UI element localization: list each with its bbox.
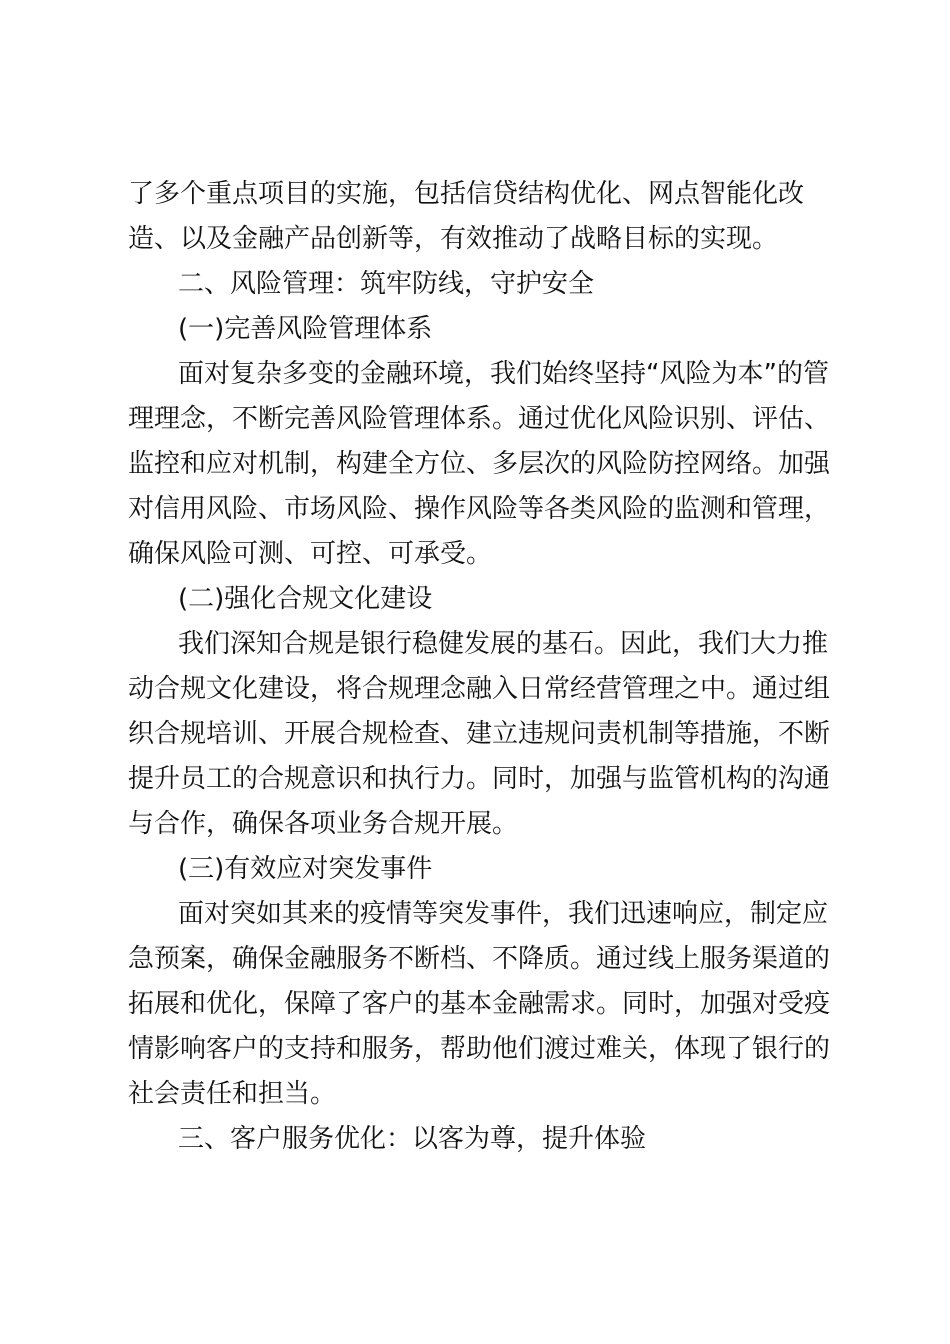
- paragraph-line: 确保风险可测、可控、可承受。: [128, 539, 493, 569]
- section-heading-2: 二、风险管理：筑牢防线，守护安全: [178, 269, 595, 299]
- paragraph-line: 理理念，不断完善风险管理体系。通过优化风险识别、评估、: [128, 404, 831, 434]
- paragraph-line: 了多个重点项目的实施，包括信贷结构优化、网点智能化改: [128, 179, 805, 209]
- paragraph-line: 织合规培训、开展合规检查、建立违规问责机制等措施，不断: [128, 719, 831, 749]
- paragraph-line: 监控和应对机制，构建全方位、多层次的风险防控网络。加强: [128, 449, 831, 479]
- subsection-heading-2-2: (二)强化合规文化建设: [178, 584, 433, 614]
- section-heading-3: 三、客户服务优化：以客为尊，提升体验: [178, 1124, 647, 1154]
- paragraph-line: 动合规文化建设，将合规理念融入日常经营管理之中。通过组: [128, 674, 831, 704]
- paragraph-line: 面对复杂多变的金融环境，我们始终坚持“风险为本”的管: [178, 359, 829, 389]
- paragraph-line: 我们深知合规是银行稳健发展的基石。因此，我们大力推: [178, 629, 829, 659]
- subsection-heading-2-3: (三)有效应对突发事件: [178, 854, 433, 884]
- paragraph-line: 对信用风险、市场风险、操作风险等各类风险的监测和管理，: [128, 494, 831, 524]
- document-body: [128, 172, 831, 1162]
- subsection-heading-2-1: (一)完善风险管理体系: [178, 314, 433, 344]
- paragraph-line: 急预案，确保金融服务不断档、不降质。通过线上服务渠道的: [128, 944, 831, 974]
- paragraph-line: 面对突如其来的疫情等突发事件，我们迅速响应，制定应: [178, 899, 829, 929]
- paragraph-line: 社会责任和担当。: [128, 1079, 337, 1109]
- paragraph-line: 提升员工的合规意识和执行力。同时，加强与监管机构的沟通: [128, 764, 831, 794]
- paragraph-line: 拓展和优化，保障了客户的基本金融需求。同时，加强对受疫: [128, 989, 831, 1019]
- paragraph-line: 情影响客户的支持和服务，帮助他们渡过难关，体现了银行的: [128, 1034, 831, 1064]
- paragraph-line: 造、以及金融产品创新等，有效推动了战略目标的实现。: [128, 224, 779, 254]
- paragraph-line: 与合作，确保各项业务合规开展。: [128, 809, 519, 839]
